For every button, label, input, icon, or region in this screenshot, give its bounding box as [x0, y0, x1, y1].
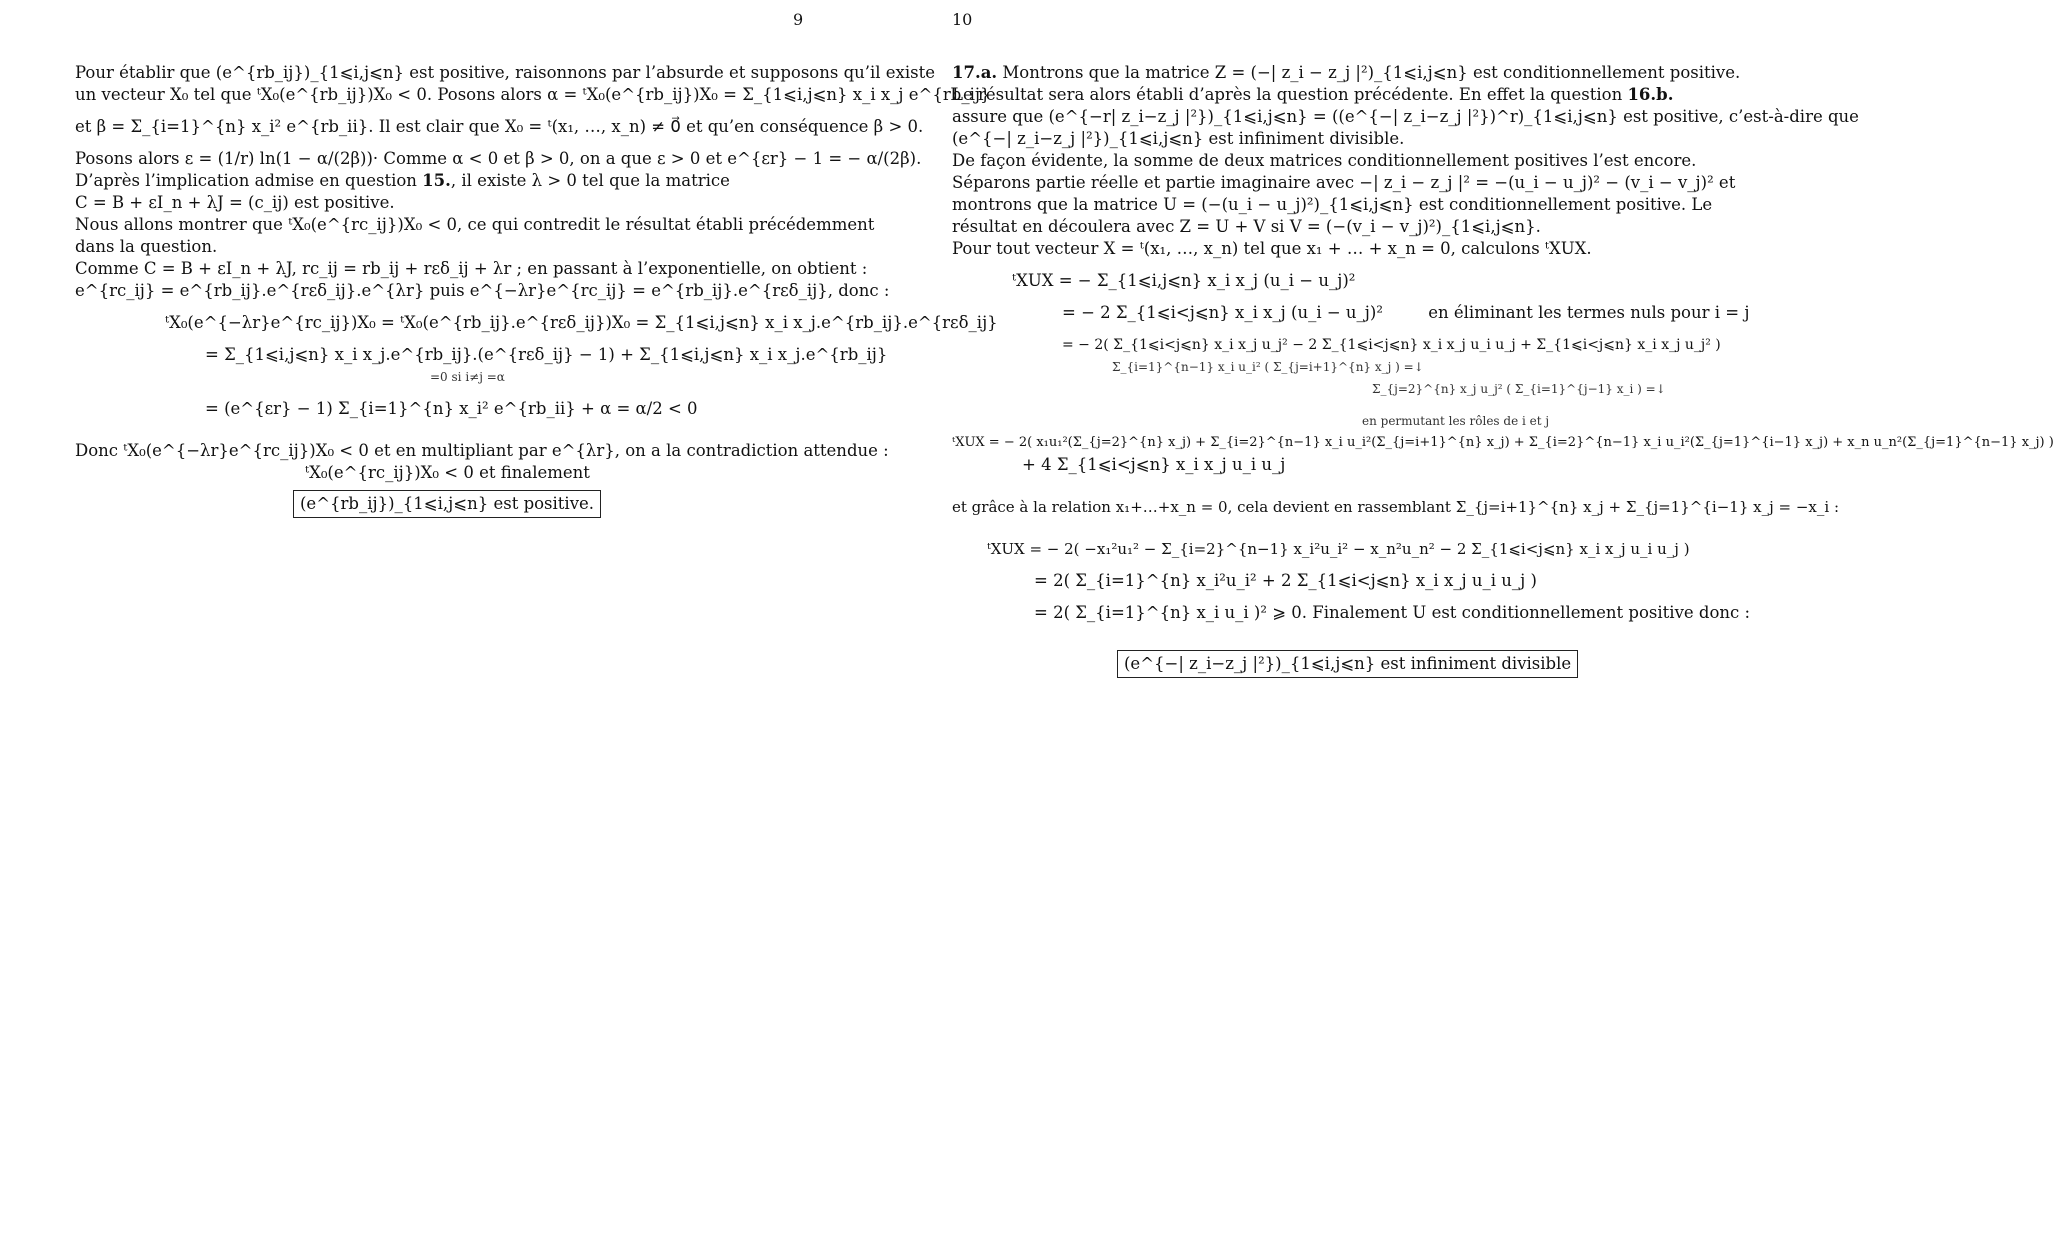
left-p5-line — [75, 170, 802, 192]
right-p2-line — [952, 84, 1679, 106]
left-p4: Posons alors ε = (1/r) ln(1 − α/(2β))· Comme α < 0 et β > 0, on a que ε > 0 et e^{εr} − 1 = − α/(2β). — [75, 149, 922, 168]
right-eq2-line — [1062, 302, 1750, 324]
right-eq3-under-b: Σ_{j=2}^{n} x_j u_j² ( Σ_{i=1}^{j−1} x_i ) =↓ — [1372, 382, 1666, 396]
right-p2-bold: 16.b. — [1627, 85, 1674, 104]
right-p7: montrons que la matrice U = (−(u_i − u_j)²)_{1⩽i,j⩽n} est conditionnellement positive. Le — [952, 195, 1713, 214]
right-eq8: = 2( Σ_{i=1}^{n} x_i u_i )² ⩾ 0. Finalement U est conditionnellement positive donc : — [1034, 603, 1751, 622]
left-p3: et β = Σ_{i=1}^{n} x_i² e^{rb_ii}. Il est clair que X₀ = ᵗ(x₁, …, x_n) ≠ 0⃗ et qu’en conséquence β > 0. — [75, 117, 924, 136]
left-p12: ᵗX₀(e^{rc_ij})X₀ < 0 et finalement — [305, 463, 590, 482]
left-eq1: ᵗX₀(e^{−λr}e^{rc_ij})X₀ = ᵗX₀(e^{rb_ij}.e^{rεδ_ij})X₀ = Σ_{1⩽i,j⩽n} x_i x_j.e^{rb_ij}.e^{rεδ_ij} — [165, 313, 998, 332]
left-p11: Donc ᵗX₀(e^{−λr}e^{rc_ij})X₀ < 0 et en multipliant par e^{λr}, on a la contradiction attendue : — [75, 441, 889, 460]
left-p7: Nous allons montrer que ᵗX₀(e^{rc_ij})X₀ < 0, ce qui contredit le résultat établi précédemment — [75, 215, 875, 234]
left-eq3: = (e^{εr} − 1) Σ_{i=1}^{n} x_i² e^{rb_ii} + α = α/2 < 0 — [205, 399, 698, 418]
right-eq1: ᵗXUX = − Σ_{1⩽i,j⩽n} x_i x_j (u_i − u_j)² — [1012, 271, 1356, 290]
right-eq6: ᵗXUX = − 2( −x₁²u₁² − Σ_{i=2}^{n−1} x_i²u_i² − x_n²u_n² − 2 Σ_{1⩽i<j⩽n} x_i x_j u_i u_j ) — [987, 540, 1690, 558]
right-p5: De façon évidente, la somme de deux matrices conditionnellement positives l’est encore. — [952, 151, 1697, 170]
page-right — [877, 0, 2054, 1240]
left-p5b: , il existe λ > 0 tel que la matrice — [450, 171, 730, 190]
right-eq7: = 2( Σ_{i=1}^{n} x_i²u_i² + 2 Σ_{1⩽i<j⩽n} x_i x_j u_i u_j ) — [1034, 571, 1537, 590]
right-p6: Séparons partie réelle et partie imaginaire avec −| z_i − z_j |² = −(u_i − u_j)² − (v_i − v_j)² et — [952, 173, 1736, 192]
left-boxed-result: (e^{rb_ij})_{1⩽i,j⩽n} est positive. — [293, 490, 601, 518]
right-eq5: + 4 Σ_{1⩽i<j⩽n} x_i x_j u_i u_j — [1022, 455, 1286, 474]
left-p8: dans la question. — [75, 237, 218, 256]
right-p1: Montrons que la matrice Z = (−| z_i − z_j |²)_{1⩽i,j⩽n} est conditionnellement positive. — [1002, 63, 1741, 82]
right-p10: et grâce à la relation x₁+…+x_n = 0, cela devient en rassemblant Σ_{j=i+1}^{n} x_j + Σ_{j=1}^{i−1} x_j = −x_i : — [952, 498, 1839, 516]
left-p2: un vecteur X₀ tel que ᵗX₀(e^{rb_ij})X₀ < 0. Posons alors α = ᵗX₀(e^{rb_ij})X₀ = Σ_{1⩽i,j⩽n} x_i x_j e^{rb_ij} — [75, 85, 991, 104]
right-p1-line — [952, 62, 1741, 84]
right-p9: Pour tout vecteur X = ᵗ(x₁, …, x_n) tel que x₁ + … + x_n = 0, calculons ᵗXUX. — [952, 239, 1592, 258]
left-p6: C = B + εI_n + λJ = (c_ij) est positive. — [75, 193, 395, 212]
right-eq2: = − 2 Σ_{1⩽i<j⩽n} x_i x_j (u_i − u_j)² — [1062, 303, 1383, 322]
right-eq4: ᵗXUX = − 2( x₁u₁²(Σ_{j=2}^{n} x_j) + Σ_{i=2}^{n−1} x_i u_i²(Σ_{j=i+1}^{n} x_j) + Σ_{i=2}^{n−1} x_i u_i²(Σ_{j=1}^{i−1} x_j) + x_n u_n²(Σ_{j=1}^{n−1} x_j) ) — [952, 435, 2054, 450]
left-p1: Pour établir que (e^{rb_ij})_{1⩽i,j⩽n} est positive, raisonnons par l’absurde et supposons qu’il existe — [75, 63, 936, 82]
right-p8: résultat en découlera avec Z = U + V si V = (−(v_i − v_j)²)_{1⩽i,j⩽n}. — [952, 217, 1541, 236]
left-p5: D’après l’implication admise en question — [75, 171, 417, 190]
right-p2: Le résultat sera alors établi d’après la question précédente. En effet la question — [952, 85, 1623, 104]
left-eq2-under: =0 si i≠j =α — [430, 370, 505, 384]
right-eq2-note: en éliminant les termes nuls pour i = j — [1428, 303, 1750, 322]
right-eq3: = − 2( Σ_{1⩽i<j⩽n} x_i x_j u_j² − 2 Σ_{1⩽i<j⩽n} x_i x_j u_i u_j + Σ_{1⩽i<j⩽n} x_i x_j u_j² ) — [1062, 337, 1721, 353]
right-p4: (e^{−| z_i−z_j |²})_{1⩽i,j⩽n} est infiniment divisible. — [952, 129, 1405, 148]
right-p3: assure que (e^{−r| z_i−z_j |²})_{1⩽i,j⩽n} = ((e^{−| z_i−z_j |²})^r)_{1⩽i,j⩽n} est positive, c’est-à-dire que — [952, 107, 1859, 126]
left-p10: e^{rc_ij} = e^{rb_ij}.e^{rεδ_ij}.e^{λr} puis e^{−λr}e^{rc_ij} = e^{rb_ij}.e^{rεδ_ij}, donc : — [75, 281, 890, 300]
right-content — [952, 62, 2054, 678]
right-eq3-under-a: Σ_{i=1}^{n−1} x_i u_i² ( Σ_{j=i+1}^{n} x_j ) =↓ — [1112, 360, 1424, 374]
right-eq4-over: en permutant les rôles de i et j — [1362, 414, 1550, 428]
left-p5-bold: 15. — [422, 171, 451, 190]
right-boxed-result: (e^{−| z_i−z_j |²})_{1⩽i,j⩽n} est infiniment divisible — [1117, 650, 1578, 678]
right-heading: 17.a. — [952, 63, 998, 82]
left-eq2: = Σ_{1⩽i,j⩽n} x_i x_j.e^{rb_ij}.(e^{rεδ_ij} − 1) + Σ_{1⩽i,j⩽n} x_i x_j.e^{rb_ij} — [205, 345, 888, 364]
page-number-left: 9 — [793, 10, 804, 29]
left-p9: Comme C = B + εI_n + λJ, rc_ij = rb_ij + rεδ_ij + λr ; en passant à l’exponentielle, on obtient : — [75, 259, 868, 278]
page-number-right: 10 — [952, 10, 973, 29]
